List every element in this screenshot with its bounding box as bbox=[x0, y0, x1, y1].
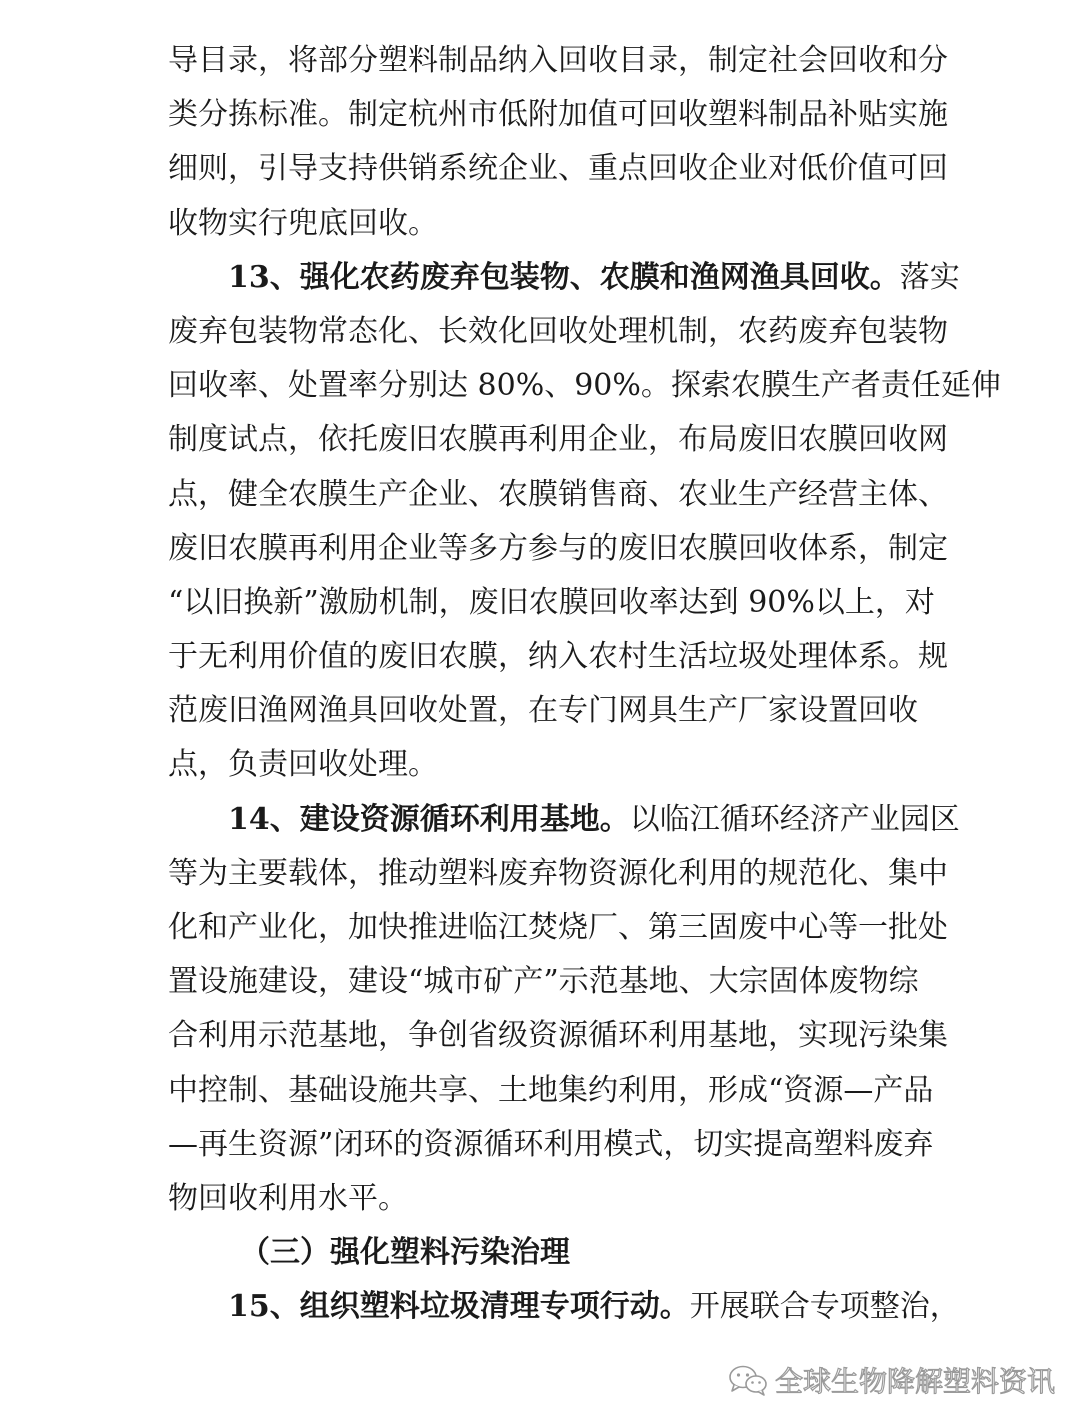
paragraph-line: 点，健全农膜生产企业、农膜销售商、农业生产经营主体、 bbox=[168, 476, 948, 512]
paragraph-line: 中控制、基础设施共享、土地集约利用，形成“资源—产品 bbox=[168, 1072, 934, 1108]
item-14-heading: 14、建设资源循环利用基地。 bbox=[228, 801, 630, 837]
paragraph-line: “以旧换新”激励机制，废旧农膜回收率达到 90%以上，对 bbox=[168, 584, 935, 620]
wechat-icon bbox=[727, 1363, 769, 1397]
paragraph-line: 导目录，将部分塑料制品纳入回收目录，制定社会回收和分 bbox=[168, 43, 948, 78]
section-heading: （三）强化塑料污染治理 bbox=[240, 1235, 570, 1271]
watermark-text: 全球生物降解塑料资讯 bbox=[775, 1365, 1056, 1398]
paragraph-line: 物回收利用水平。 bbox=[168, 1180, 408, 1216]
paragraph-line: 等为主要载体，推动塑料废弃物资源化利用的规范化、集中 bbox=[168, 855, 948, 891]
paragraph-line: 化和产业化，加快推进临江焚烧厂、第三固废中心等一批处 bbox=[168, 910, 948, 945]
item-13-first-line bbox=[168, 251, 960, 305]
paragraph-line: —再生资源”闭环的资源循环利用模式，切实提高塑料废弃 bbox=[168, 1126, 934, 1162]
paragraph-line: 收物实行兜底回收。 bbox=[168, 205, 438, 241]
paragraph-line: 废弃包装物常态化、长效化回收处理机制，农药废弃包装物 bbox=[168, 313, 948, 349]
paragraph-line: 于无利用价值的废旧农膜，纳入农村生活垃圾处理体系。规 bbox=[168, 639, 948, 675]
paragraph-line: 类分拣标准。制定杭州市低附加值可回收塑料制品补贴实施 bbox=[168, 97, 948, 133]
item-15-heading: 15、组织塑料垃圾清理专项行动。 bbox=[228, 1289, 690, 1325]
paragraph-line: 废旧农膜再利用企业等多方参与的废旧农膜回收体系，制定 bbox=[168, 530, 948, 566]
watermark bbox=[727, 1360, 1055, 1400]
item-13-lead-text: 落实 bbox=[899, 259, 960, 295]
item-13-heading: 13、强化农药废弃包装物、农膜和渔网渔具回收。 bbox=[228, 259, 900, 295]
item-14-first-line bbox=[168, 793, 960, 847]
paragraph-line: 范废旧渔网渔具回收处置，在专门网具生产厂家设置回收 bbox=[168, 693, 918, 729]
paragraph-line: 点，负责回收处理。 bbox=[168, 747, 438, 783]
paragraph-line: 合利用示范基地，争创省级资源循环利用基地，实现污染集 bbox=[168, 1018, 948, 1054]
paragraph-line: 细则，引导支持供销系统企业、重点回收企业对低价值可回 bbox=[168, 151, 948, 187]
item-15-lead-text: 开展联合专项整治， bbox=[689, 1289, 960, 1325]
paragraph-line: 回收率、处置率分别达 80%、90%。探索农膜生产者责任延伸 bbox=[168, 368, 1001, 404]
paragraph-line: 置设施建设，建设“城市矿产”示范基地、大宗固体废物综 bbox=[168, 964, 919, 1000]
item-14-lead-text: 以临江循环经济产业园区 bbox=[629, 801, 960, 837]
paragraph-line: 制度试点，依托废旧农膜再利用企业，布局废旧农膜回收网 bbox=[168, 422, 948, 458]
item-15-first-line bbox=[168, 1280, 960, 1334]
document-body bbox=[168, 34, 1001, 1335]
